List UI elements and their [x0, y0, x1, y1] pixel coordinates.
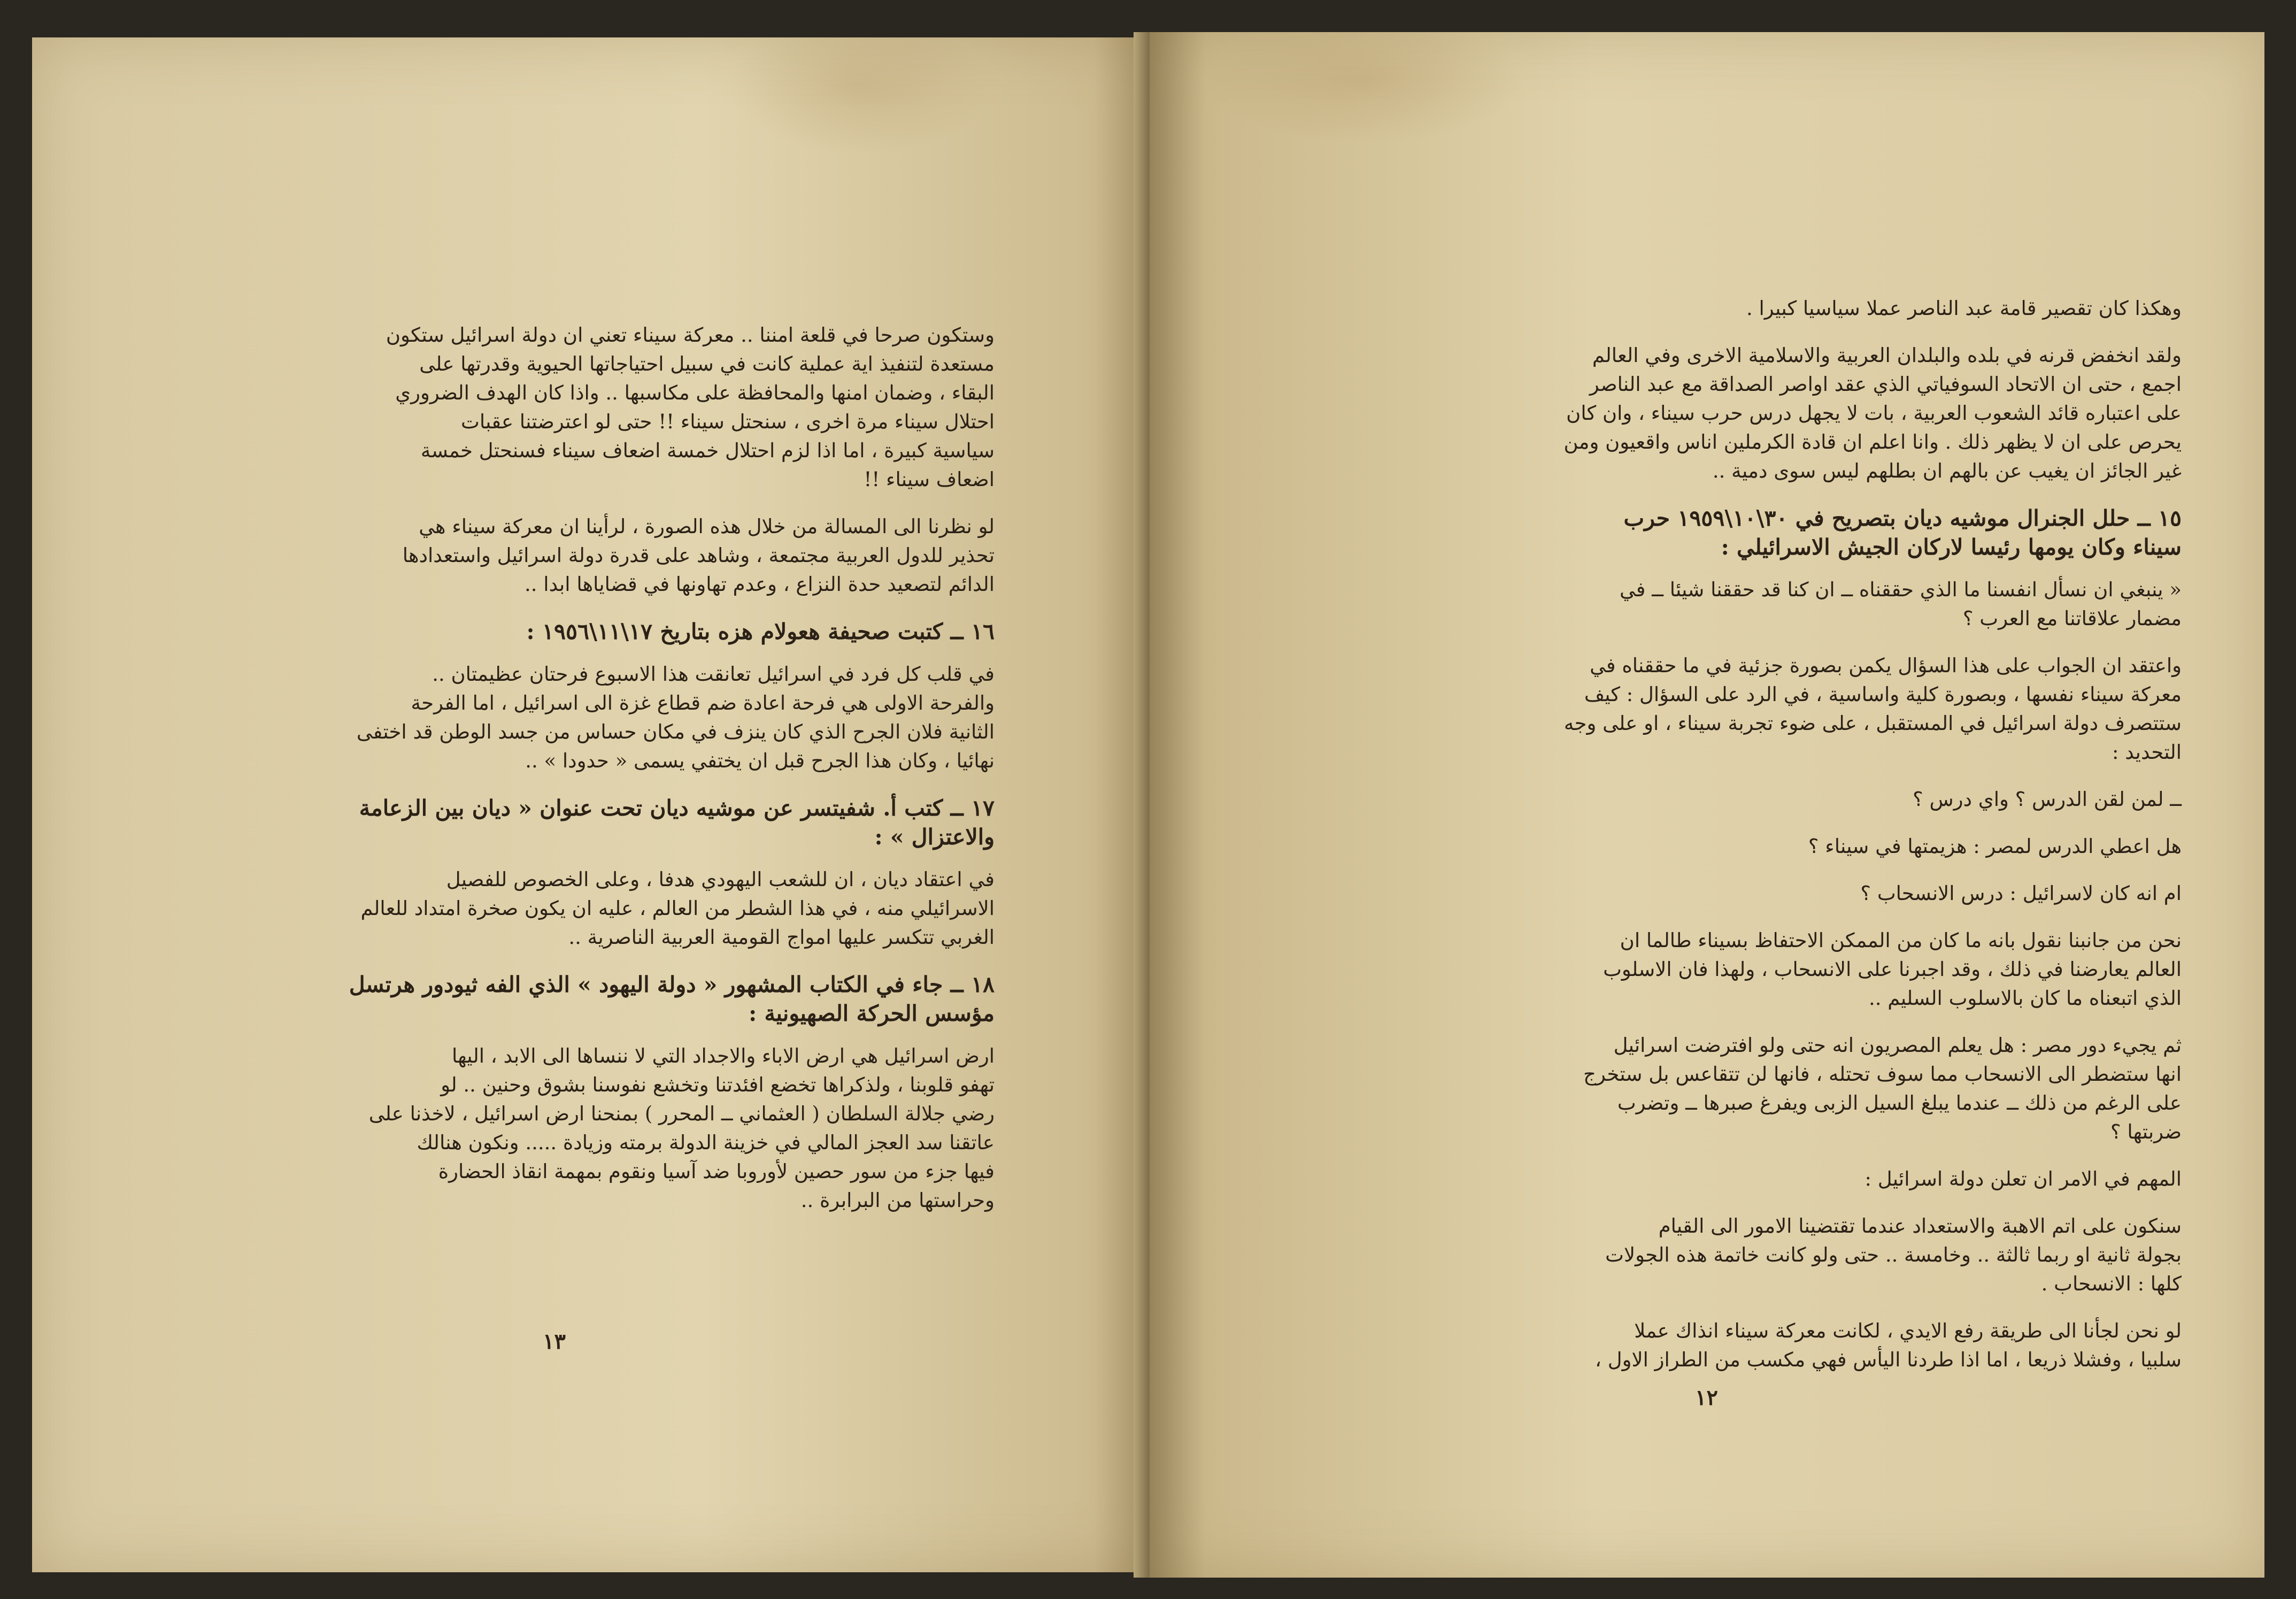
text-line: الذي اتبعناه ما كان بالاسلوب السليم ..	[1868, 987, 2182, 1010]
text-line: انها ستضطر الى الانسحاب مما سوف تحتله ، فانها لن تتقاعس بل ستخرج	[1583, 1063, 2182, 1086]
text-line: والفرحة الاولى هي فرحة اعادة ضم قطاع غزة الى اسرائيل ، اما الفرحة	[411, 691, 995, 714]
text-line: تحذير للدول العربية مجتمعة ، وشاهد على قدرة دولة اسرائيل واستعدادها	[402, 544, 995, 567]
paragraph	[198, 1042, 995, 1215]
text-line: سلبيا ، وفشلا ذريعا ، اما اذا طردنا اليأس فهي مكسب من الطراز الاول ،	[1595, 1348, 2182, 1371]
text-line: والاعتزال » :	[874, 824, 995, 850]
text-line: نهائيا ، وكان هذا الجرح قبل ان يختفي يسمى « حدودا » ..	[525, 749, 995, 772]
text-line: ثم يجيء دور مصر : هل يعلم المصريون انه حتى ولو افترضت اسرائيل	[1613, 1034, 2182, 1057]
text-line: ارض اسرائيل هي ارض الاباء والاجداد التي لا ننساها الى الابد ، اليها	[451, 1044, 995, 1067]
text-line: سيناء وكان يومها رئيسا لاركان الجيش الاسرائيلي :	[1721, 534, 2182, 560]
water-stain	[727, 37, 995, 155]
text-line: الثانية فلان الجرح الذي كان ينزف في مكان حساس من جسد الوطن قد اختفى	[356, 720, 995, 743]
text-line: مستعدة لتنفيذ اية عملية كانت في سبيل احتياجاتها الحيوية وقدرتها على	[419, 352, 995, 375]
paragraph	[1363, 832, 2182, 861]
paragraph	[1363, 294, 2182, 323]
text-line: اضعاف سيناء !!	[864, 468, 995, 491]
paragraph	[1363, 575, 2182, 633]
text-line: ولقد انخفض قرنه في بلده والبلدان العربية والاسلامية الاخرى وفي العالم	[1592, 344, 2182, 367]
paragraph	[1363, 1317, 2182, 1374]
text-line: معركة سيناء نفسها ، وبصورة كلية واساسية ، في الرد على السؤال : كيف	[1584, 683, 2182, 706]
text-line: نحن من جانبنا نقول بانه ما كان من الممكن الاحتفاظ بسيناء طالما ان	[1620, 929, 2182, 952]
text-line: العالم يعارضنا في ذلك ، وقد اجبرنا على الانسحاب ، ولهذا فان الاسلوب	[1603, 958, 2182, 981]
text-line: وحراستها من البرابرة ..	[800, 1189, 995, 1212]
text-line: ١٧ ــ كتب أ. شفيتسر عن موشيه ديان تحت عنوان « ديان بين الزعامة	[359, 795, 995, 821]
text-line: في اعتقاد ديان ، ان للشعب اليهودي هدفا ، وعلى الخصوص للفصيل	[446, 868, 995, 891]
text-line: الاسرائيلي منه ، في هذا الشطر من العالم ، عليه ان يكون صخرة امتداد للعالم	[360, 897, 995, 920]
text-line: غير الجائز ان يغيب عن بالهم ان بطلهم ليس سوى دمية ..	[1712, 459, 2182, 482]
section-heading	[198, 970, 995, 1028]
text-line: لو نظرنا الى المسالة من خلال هذه الصورة ، لرأينا ان معركة سيناء هي	[419, 515, 995, 538]
text-line: تهفو قلوبنا ، ولذكراها تخضع افئدتنا وتخشع نفوسنا بشوق وحنين .. لو	[441, 1073, 995, 1096]
text-line: في قلب كل فرد في اسرائيل تعانقت هذا الاسبوع فرحتان عظيمتان ..	[432, 663, 995, 686]
text-line: فيها جزء من سور حصين لأوروبا ضد آسيا ونقوم بمهمة انقاذ الحضارة	[438, 1160, 995, 1183]
text-line: مؤسس الحركة الصهيونية :	[749, 1001, 995, 1026]
text-line: المهم في الامر ان تعلن دولة اسرائيل :	[1864, 1167, 2182, 1190]
paragraph	[1363, 879, 2182, 908]
paragraph	[198, 512, 995, 599]
paragraph	[1363, 1212, 2182, 1298]
text-line: على الرغم من ذلك ــ عندما يبلغ السيل الزبى ويفرغ صبرها ــ وتضرب	[1617, 1091, 2182, 1114]
text-line: هل اعطي الدرس لمصر : هزيمتها في سيناء ؟	[1808, 835, 2182, 858]
paragraph	[198, 865, 995, 952]
text-line: مضمار علاقاتنا مع العرب ؟	[1962, 607, 2182, 630]
page-number: ١٣	[543, 1329, 566, 1354]
paragraph	[1363, 785, 2182, 814]
text-line: عاتقنا سد العجز المالي في خزينة الدولة برمته وزيادة ..... ونكون هنالك	[417, 1131, 995, 1154]
text-line: البقاء ، وضمان امنها والمحافظة على مكاسبها .. واذا كان الهدف الضروري	[395, 381, 995, 404]
text-line: الغربي تتكسر عليها امواج القومية العربية الناصرية ..	[568, 926, 995, 949]
text-line: سياسية كبيرة ، اما اذا لزم احتلال خمسة اضعاف سيناء فسنحتل خمسة	[420, 439, 995, 462]
text-line: احتلال سيناء مرة اخرى ، سنحتل سيناء !! حتى لو اعترضتنا عقبات	[460, 410, 995, 433]
text-line: وستكون صرحا في قلعة امننا .. معركة سيناء تعني ان دولة اسرائيل ستكون	[386, 324, 995, 347]
text-line: على اعتباره قائد الشعوب العربية ، بات لا يجهل درس حرب سيناء ، وان كان	[1566, 402, 2182, 425]
text-line: ١٥ ــ حلل الجنرال موشيه ديان بتصريح في ٣٠\١٠\١٩٥٩ حرب	[1623, 505, 2182, 531]
section-heading	[198, 617, 995, 646]
text-line: « ينبغي ان نسأل انفسنا ما الذي حققناه ــ ان كنا قد حققنا شيئا ــ في	[1619, 578, 2182, 601]
section-heading	[1363, 504, 2182, 562]
text-line: ١٦ ــ كتبت صحيفة هعولام هزه بتاريخ ١٧\١١\١٩٥٦ :	[526, 619, 995, 644]
text-line: سنكون على اتم الاهبة والاستعداد عندما تقتضينا الامور الى القيام	[1658, 1214, 2182, 1237]
text-line: بجولة ثانية او ربما ثالثة .. وخامسة .. حتى ولو كانت خاتمة هذه الجولات	[1605, 1243, 2182, 1266]
paragraph	[1363, 341, 2182, 486]
text-line: لو نحن لجأنا الى طريقة رفع الايدي ، لكانت معركة سيناء انذاك عملا	[1634, 1319, 2182, 1342]
right-page-text	[1363, 294, 2182, 1393]
paragraph	[198, 660, 995, 775]
paragraph	[1363, 651, 2182, 767]
section-heading	[198, 794, 995, 851]
text-line: يحرص على ان لا يظهر ذلك . وانا اعلم ان قادة الكرملين اناس واقعيون ومن	[1563, 430, 2182, 453]
text-line: واعتقد ان الجواب على هذا السؤال يكمن بصورة جزئية في ما حققناه في	[1590, 654, 2182, 677]
text-line: ضربتها ؟	[2110, 1120, 2182, 1143]
text-line: ام انه كان لاسرائيل : درس الانسحاب ؟	[1860, 882, 2182, 905]
text-line: وهكذا كان تقصير قامة عبد الناصر عملا سياسيا كبيرا .	[1746, 297, 2182, 320]
text-line: ستتصرف دولة اسرائيل في المستقبل ، على ضوء تجربة سيناء ، او على وجه	[1563, 712, 2182, 735]
text-line: رضي جلالة السلطان ( العثماني ــ المحرر ) بمنحنا ارض اسرائيل ، لاخذنا على	[368, 1102, 995, 1125]
page-number: ١٢	[1695, 1385, 1718, 1410]
text-line: التحديد :	[2112, 741, 2182, 764]
text-line: الدائم لتصعيد حدة النزاع ، وعدم تهاونها في قضاياها ابدا ..	[525, 573, 995, 596]
text-line: كلها : الانسحاب .	[2041, 1272, 2182, 1295]
water-stain	[1203, 32, 1524, 144]
text-line: ١٨ ــ جاء في الكتاب المشهور « دولة اليهود » الذي الفه ثيودور هرتسل	[349, 972, 995, 997]
left-page-text	[198, 321, 995, 1233]
paragraph	[1363, 1031, 2182, 1147]
paragraph	[1363, 926, 2182, 1013]
left-page	[32, 37, 1150, 1572]
text-line: ــ لمن لقن الدرس ؟ واي درس ؟	[1913, 788, 2182, 811]
text-line: اجمع ، حتى ان الاتحاد السوفياتي الذي عقد اواصر الصداقة مع عبد الناصر	[1589, 373, 2182, 396]
paragraph	[198, 321, 995, 494]
right-page	[1150, 32, 2264, 1578]
paragraph	[1363, 1165, 2182, 1194]
